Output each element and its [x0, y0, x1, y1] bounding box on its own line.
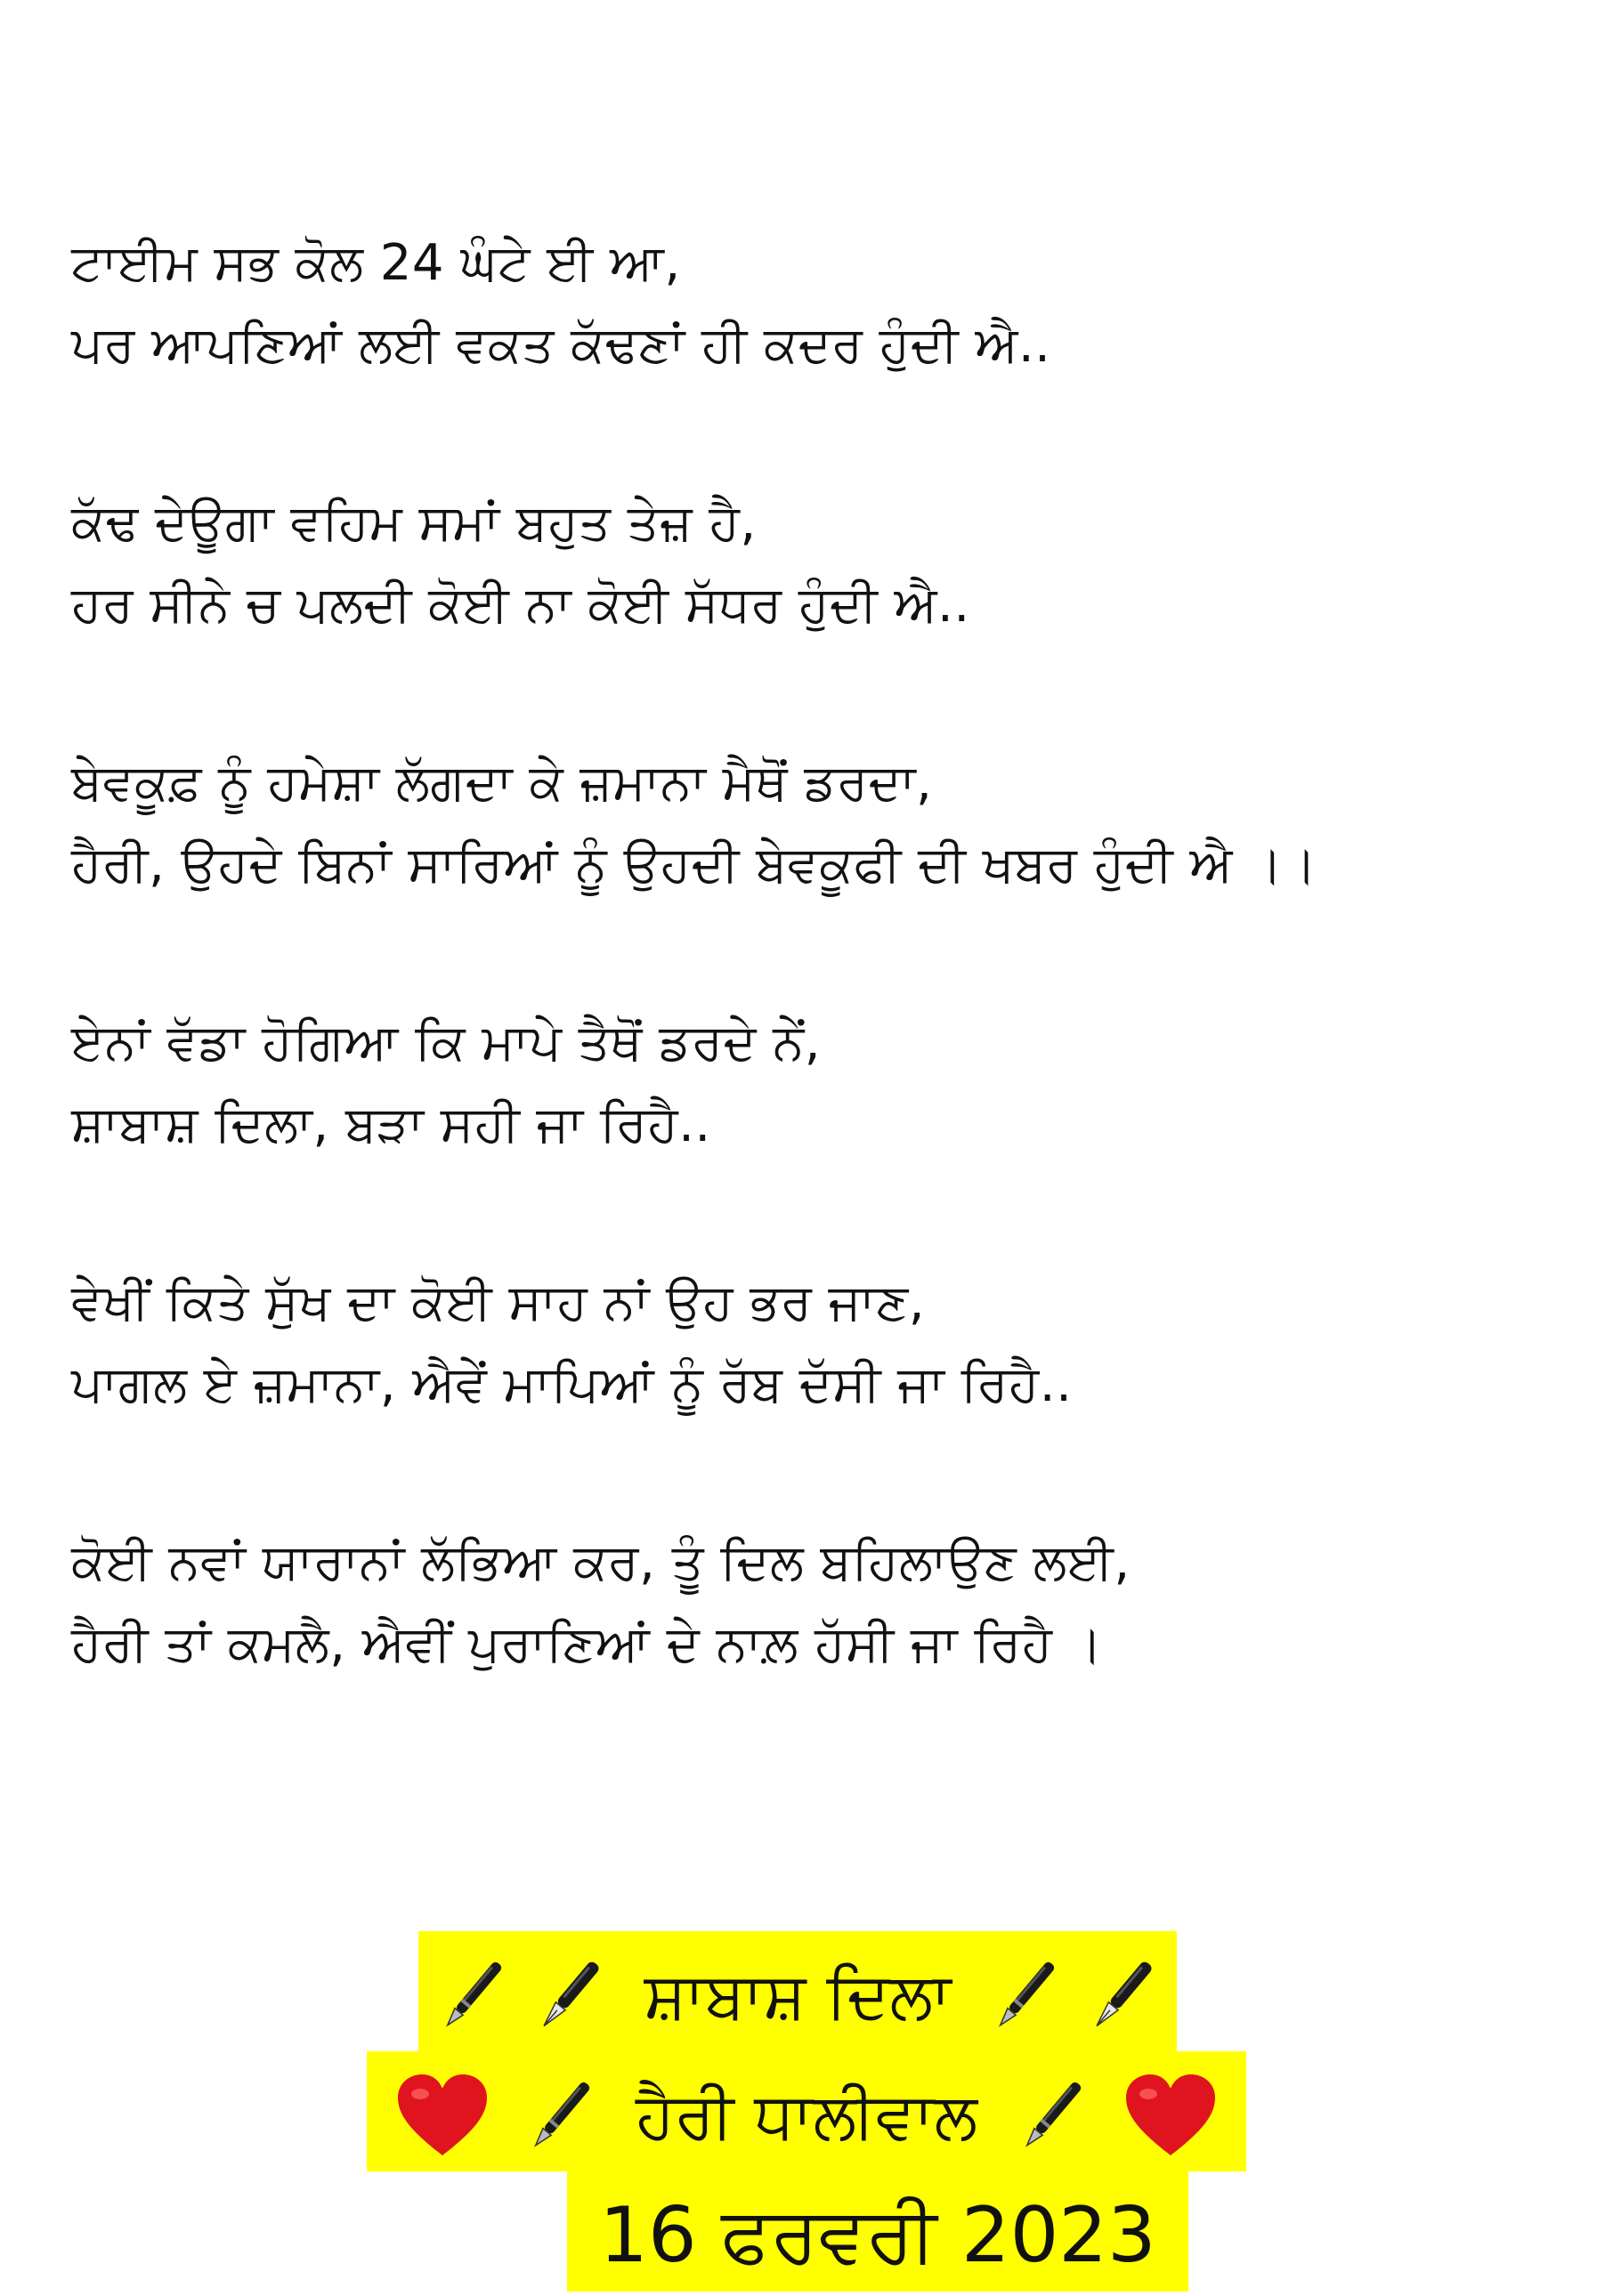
signature-date-highlight — [567, 2171, 1188, 2292]
fountain-pen-icon — [540, 1952, 599, 2038]
poem-line: ਵੇਖੀਂ ਕਿਤੇ ਸੁੱਖ ਦਾ ਕੋਈ ਸਾਹ ਨਾਂ ਉਹ ਭਰ ਜਾਣ, — [71, 1273, 926, 1331]
heart-icon — [393, 2071, 491, 2160]
signature-title-highlight — [418, 1931, 1178, 2051]
stanza-5 — [71, 1262, 1567, 1426]
signature-author-highlight — [367, 2051, 1246, 2171]
stanza-4 — [71, 1002, 1567, 1166]
poem-line: ਪਰ ਆਪਣਿਆਂ ਲਈ ਵਕਤ ਕੱਢਣਾਂ ਹੀ ਕਦਰ ਹੁੰਦੀ ਐ.. — [71, 316, 1051, 374]
signature-date: 16 ਫਰਵਰੀ 2023 — [599, 2191, 1156, 2281]
poem-line: ਹੈਰੀ ਤਾਂ ਕਮਲੈ, ਐਵੀਂ ਪੁਰਾਣਿਆਂ ਦੇ ਨਾਲ਼ ਹੱਸੀ ਜਾ ਰਿਹੈ । — [71, 1615, 1104, 1673]
fountain-pen-icon — [1093, 1952, 1152, 2038]
poem-line: ਕੋਈ ਨਵਾਂ ਯਾਰਾਨਾਂ ਲੱਭਿਆ ਕਰ, ਤੂੰ ਦਿਲ ਬਹਿਲਾਉਣ ਲਈ, — [71, 1533, 1131, 1591]
poem-line: ਕੱਢ ਦੇਊਗਾ ਵਹਿਮ ਸਮਾਂ ਬਹੁਤ ਤੇਜ਼ ਹੈ, — [71, 494, 757, 552]
poem-line: ਸ਼ਾਬਾਸ਼ ਦਿਲਾ, ਬੜਾ ਸਹੀ ਜਾ ਰਿਹੈ.. — [71, 1095, 711, 1153]
pen-icon — [996, 1952, 1055, 2038]
stanza-6 — [71, 1522, 1567, 1686]
poem-line: ਪਾਗਲ ਏ ਜ਼ਮਾਨਾ, ਐਵੇਂ ਮਾਪਿਆਂ ਨੂੰ ਰੱਬ ਦੱਸੀ ਜਾ ਰਿਹੈ.. — [71, 1355, 1073, 1413]
signature-author: ਹੈਰੀ ਧਾਲੀਵਾਲ — [635, 2077, 978, 2153]
pen-icon — [531, 2073, 590, 2158]
poem-line: ਹਰ ਸੀਨੇ ਚ ਪਲਦੀ ਕੋਈ ਨਾ ਕੋਈ ਸੱਧਰ ਹੁੰਦੀ ਐ.. — [71, 576, 970, 634]
poem-line: ਏਨਾਂ ਵੱਡਾ ਹੋਗਿਆ ਕਿ ਮਾਪੇ ਤੈਥੋਂ ਡਰਦੇ ਨੇਂ, — [71, 1014, 822, 1071]
poem-line: ਹੈਰੀ, ਉਹਦੇ ਬਿਨਾਂ ਸਾਰਿਆਂ ਨੂੰ ਉਹਦੀ ਬੇਵਕੂਫੀ ਦੀ ਖਬਰ ਹੁੰਦੀ ਐ ।। — [71, 836, 1317, 893]
poem-line: ਟਾਈਮ ਸਭ ਕੋਲ 24 ਘੰਟੇ ਈ ਆ, — [71, 234, 681, 292]
stanza-2 — [71, 482, 1567, 646]
signature-block — [0, 1931, 1613, 2292]
poem — [71, 222, 1567, 1782]
pen-icon — [443, 1952, 502, 2038]
stanza-1 — [71, 222, 1567, 386]
poem-line: ਬੇਵਕੂਫ਼ ਨੂੰ ਹਮੇਸ਼ਾ ਲੱਗਦਾ ਕੇ ਜ਼ਮਾਨਾ ਮੈਥੋਂ ਡਰਦਾ, — [71, 754, 933, 812]
heart-icon — [1122, 2071, 1220, 2160]
pen-icon — [1023, 2073, 1082, 2158]
signature-title: ਸ਼ਾਬਾਸ਼ ਦਿਲਾ — [644, 1957, 952, 2033]
stanza-3 — [71, 742, 1567, 906]
